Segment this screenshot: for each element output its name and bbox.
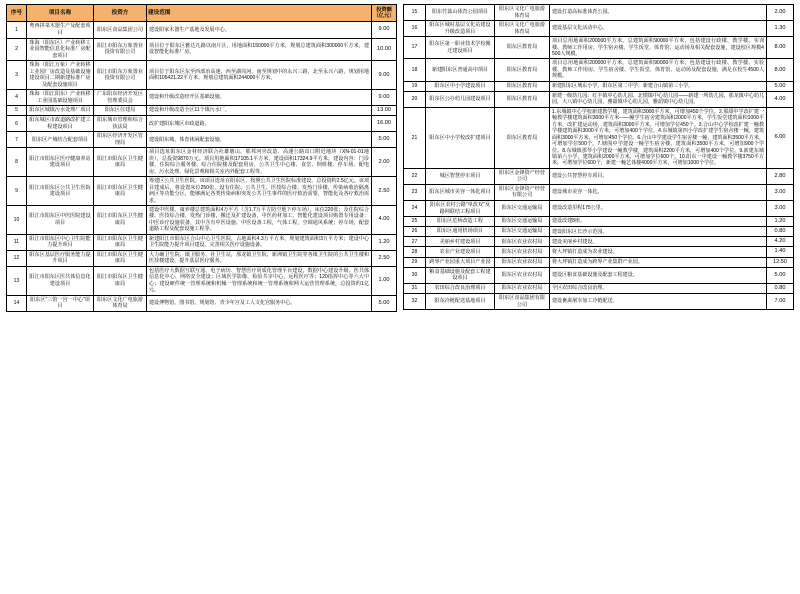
row-scope: 建设基层文化活动中心。 [550, 21, 767, 37]
row-no: 29 [404, 257, 426, 267]
table-row [404, 247, 794, 257]
row-no: 21 [404, 107, 426, 168]
row-scope: 包括医疗大数据互联互通、电子病历、智慧医疗同质化管理平台建设，数据中心建设升级、医共体信息化中心、网络安全建设；区域医学影像、检验共享中心，远程医疗等；120指挥中心等六大中心；建设硬件统一管理系统和机械一管理系统和统一管理系统和网大运营管理系统，总投资约1亿元。 [147, 266, 372, 295]
row-investor: 阳东区交通运输局 [495, 227, 550, 237]
table-row [404, 168, 794, 184]
table-row [404, 237, 794, 247]
row-investor: 阳东区文化广电旅游体育局 [495, 21, 550, 37]
row-investor: 阳东区农业农村局 [495, 247, 550, 257]
row-project-name: 珠海（阳东区）产业转移工业园智能信息化标准厂房配套项目 [27, 38, 94, 61]
row-no: 25 [404, 217, 426, 227]
row-scope: 大力确卫生院、镇卫服务、社卫生站，那龙镇卫生院、新洲镇卫生院等各镇卫生院的公共卫生楼和医技楼建设，提升基层医疗服务。 [147, 250, 372, 266]
row-investor: 阳东区教育局 [495, 91, 550, 107]
row-amount: 0.80 [767, 283, 794, 293]
row-project-name: 阳江市阳东区医疗健康养站建设项目 [27, 148, 94, 177]
row-investor: 阳东区文化广电旅游体育局 [94, 295, 147, 311]
row-amount: 2.80 [767, 168, 794, 184]
row-no: 23 [404, 184, 426, 200]
row-amount: 8.00 [767, 59, 794, 81]
table-row [7, 116, 397, 132]
row-amount: 2.00 [372, 148, 397, 177]
row-project-name: 阳东区产城结合配套项目 [27, 132, 94, 148]
row-amount: 2.00 [767, 5, 794, 21]
row-no: 28 [404, 247, 426, 257]
row-amount: 4.20 [767, 237, 794, 247]
row-scope: 新建一级幼儿园：红丰镇中心幼儿园、北惯镇中心幼儿园——新建一所幼儿园，那龙镇中心幼儿园，大八镇中心幼儿园，雅韶镇中心幼儿园，雅韶镇中心幼儿园。 [550, 91, 767, 107]
row-project-name: 阳江市阳东区中医医院建设项目 [27, 205, 94, 234]
row-no: 7 [7, 132, 27, 148]
row-investor: 阳江市阳东区卫生健康局 [94, 148, 147, 177]
table-body-right [404, 5, 794, 310]
row-project-name: 城区智慧停车项目 [426, 168, 495, 184]
table-row [404, 184, 794, 200]
table-row [404, 257, 794, 267]
table-row [404, 21, 794, 37]
table-row [404, 217, 794, 227]
table-row [7, 38, 397, 61]
row-amount: 5.00 [767, 267, 794, 283]
row-no: 26 [404, 227, 426, 237]
header-amount: 投资额（亿元） [372, 5, 397, 22]
row-no: 18 [404, 59, 426, 81]
row-no: 11 [7, 234, 27, 250]
row-scope: 新建阳江市阳东区合山中心卫生医院，占地面积4.3万平方米，规划建筑面积3万平方米；建设中心卫生院能力提升项目建设，完善相关医疗设施设备。 [147, 234, 372, 250]
project-table-left [6, 4, 397, 312]
row-amount: 1.40 [767, 247, 794, 257]
row-no: 19 [404, 81, 426, 91]
table-row [7, 61, 397, 90]
table-header-left [7, 5, 397, 22]
row-no: 4 [7, 90, 27, 106]
table-row [7, 295, 397, 311]
row-investor: 阳东区食品集团公司 [94, 22, 147, 38]
row-amount: 4.00 [767, 91, 794, 107]
row-scope: 建设和升级改造经开区基础设施。 [147, 90, 372, 106]
row-investor: 阳东区金锋资产经营公司 [495, 168, 550, 184]
row-no: 32 [404, 293, 426, 309]
row-no: 6 [7, 116, 27, 132]
table-row [404, 200, 794, 216]
row-scope: 建设公共智慧停车项目。 [550, 168, 767, 184]
row-amount: 13.00 [372, 106, 397, 116]
row-investor: 阳东区交通运输局 [495, 217, 550, 227]
row-investor: 阳江市阳东区卫生健康局 [94, 250, 147, 266]
row-amount: 1.30 [767, 21, 794, 37]
row-scope: 全区农田综合改良治理。 [550, 283, 767, 293]
row-scope: 1.东城镇中心学校新建教学楼，建筑面积3000平方米，可增加450个学位。2.那甜中学改扩建一幢教学楼建筑面积3000平方米——幢学生宿舍建筑面积2000平方米，学生饭堂建筑面积1000平方米，改扩建运动场，建筑面积3000平方米，可增加学位450个。3.合山中心学校改扩建一幢教学楼建筑面积3000平方米，可增加400个学位。4.东城镇第四小学改扩建学生宿舍楼一幢，建筑面积3000平方米，可增加450个学位。6.合山中学建设学生宿舍楼一幢，建筑面积3500平方米，可增加学位500个。7.塘围中学建设一幢学生宿舍楼，建筑面积3500平方米，可增加900个学位。8.东城镇那琴小学建设一幢教学楼，建筑面积2200平方米，可增加400个学位。9.新建东城镇第六小学，建筑面积2000平方米，可增加学位600个。10.阳东一中建设一幢教学楼3750平方米，可增加学位600个，新建一幢艺体楼4000平方米，可增加1000个学位。 [550, 107, 767, 168]
row-project-name: 珠海（阳江万象）产业转移工业园厂房改造及基础设施建设项目二期新建标准厂房及配套设施项目 [27, 61, 94, 90]
table-row [404, 293, 794, 309]
row-scope: 建设中医楼、康养楼总建筑面积4万平方（含1.7万平方防空地下停车场），床位220张；及住院综合楼、医技综合楼、发热门诊楼，搬迁及扩建设备，中医药材加工，智能化建设项目购置专用设备：中医诊疗设施装备，其中含有中医设施、中医设备工程，气体工程，空调通风系统；停车场，配套道路工程及配套设施工程等。 [147, 205, 372, 234]
row-project-name: 农业产业建设项目 [426, 247, 495, 257]
table-row [7, 234, 397, 250]
row-amount: 0.80 [767, 227, 794, 237]
table-row [7, 90, 397, 106]
row-no: 27 [404, 237, 426, 247]
row-amount: 9.00 [372, 22, 397, 38]
row-scope: 新建阳东区城东小学、阳东区第二中学；新建合山镇第三小学。 [550, 81, 767, 91]
row-investor: 阳东区农业农村局 [495, 267, 550, 283]
row-investor: 阳江市阳东万象置业投资有限公司 [94, 61, 147, 90]
row-project-name: 阳东城区市政道路改扩建工程建设项目 [27, 116, 94, 132]
row-no: 31 [404, 283, 426, 293]
row-no: 2 [7, 38, 27, 61]
row-no: 20 [404, 91, 426, 107]
row-amount: 12.50 [767, 257, 794, 267]
row-amount: 7.00 [767, 293, 794, 309]
row-investor: 阳东区农业农村局 [495, 283, 550, 293]
row-project-name: 阳东区城市美容一体化项目 [426, 184, 495, 200]
row-scope: 建设阳东区长沙示范园。 [550, 227, 767, 237]
row-project-name: 阳东区危桥改造工程 [426, 217, 495, 227]
row-no: 10 [7, 205, 27, 234]
table-row [404, 59, 794, 81]
row-project-name: 阳东区公办幼儿园建设项目 [426, 91, 495, 107]
row-project-name: 粤西拼菜木器生产及配套项目 [27, 22, 94, 38]
row-project-name: 美丽乡村建设项目 [426, 237, 495, 247]
table-row [404, 91, 794, 107]
table-row [404, 37, 794, 59]
row-project-name: 阳东区基层医疗服务能力提升项目 [27, 250, 94, 266]
row-amount: 4.00 [372, 205, 397, 234]
row-no: 22 [404, 168, 426, 184]
table-row [404, 283, 794, 293]
left-column [6, 4, 400, 590]
table-row [7, 148, 397, 177]
row-amount: 3.00 [767, 184, 794, 200]
row-project-name: 阳东区中小学建设项目 [426, 81, 495, 91]
row-project-name: 阳东区通用机场项目 [426, 227, 495, 237]
row-no: 9 [7, 177, 27, 206]
row-investor: 阳江市阳东万象置业投资有限公司 [94, 38, 147, 61]
header-party: 投资方 [94, 5, 147, 22]
header-name: 项目名称 [27, 5, 94, 22]
row-investor: 阳东区食品集团有限公司 [495, 293, 550, 309]
row-investor: 阳东区交通运输局 [495, 200, 550, 216]
table-row [7, 177, 397, 206]
row-amount: 1.20 [372, 234, 397, 250]
row-project-name: 阳东区"三馆一宫一中心"项目 [27, 295, 94, 311]
row-amount: 6.00 [767, 107, 794, 168]
row-scope: 建设区粮食基础设施及配套工程建设。 [550, 267, 767, 283]
row-project-name: 农田综合改良治理项目 [426, 283, 495, 293]
row-no: 24 [404, 200, 426, 216]
row-investor: 阳东区经济开发区管理局 [94, 132, 147, 148]
row-amount: 16.00 [372, 116, 397, 132]
row-amount: 5.00 [372, 295, 397, 311]
row-scope: 建设改建8座。 [550, 217, 767, 227]
row-scope: 改扩建阳东城区市政道路。 [147, 116, 372, 132]
row-project-name: 新建阳东区普通高中项目 [426, 59, 495, 81]
row-amount: 1.00 [372, 266, 397, 295]
row-scope: 项目总用地面积200000平方米，总建筑面积90000平方米，包括建设行政楼、教学楼、实验楼、教师工作用房、学生宿舍楼、学生饭堂、体育馆、运动场及配套设施，满足在校生4500人规模。 [550, 59, 767, 81]
row-scope: 建设美丽乡村建设。 [550, 237, 767, 247]
row-scope: 建设改造里程175公里。 [550, 200, 767, 216]
row-no: 5 [7, 106, 27, 116]
row-amount: 9.00 [372, 90, 397, 106]
header-row [7, 5, 397, 22]
row-amount: 2.50 [372, 177, 397, 206]
row-scope: 项目选址阳东区金材经济联合社雄塘山、那邦河旁改造、高速公路出口附近地块（XN-01-01地块），总投资9870万元。项目用地面积17105.1平方米，建设面积17324.9平方米，建设内容：门诊楼、住院综合服务楼、综合住院楼及配套用房，公共卫生中心楼、食堂、倒班楼、停车场、配电房、污水处理、绿化景观和相关室内外配套工程等。 [147, 148, 372, 177]
row-scope: 项目总用地面积200000平方米，总建筑面积90000平方米，包括建设行政楼、教学楼、实训楼、教师工作用房、学生宿舍楼、学生饭堂、体育馆、运动场及相关配套设施，建设校区规模4500人规模。 [550, 37, 767, 59]
row-amount: 9.00 [372, 61, 397, 90]
row-scope: 建设博物馆、图书馆、规划馆、青少年宫及工人文化宫服务中心。 [147, 295, 372, 311]
table-row [7, 106, 397, 116]
row-project-name: 阳江市阳东区医共体信息化建设项目 [27, 266, 94, 295]
row-amount: 1.20 [767, 217, 794, 227]
row-no: 30 [404, 267, 426, 283]
table-row [7, 266, 397, 295]
row-scope: 建设阳家木器生产基地及发展中心。 [147, 22, 372, 38]
row-no: 1 [7, 22, 27, 38]
row-no: 15 [404, 5, 426, 21]
right-column [400, 4, 794, 590]
header-no: 序号 [7, 5, 27, 22]
row-amount: 2.50 [372, 250, 397, 266]
row-project-name: 阳东冷链配送基地项目 [426, 293, 495, 309]
row-scope: 建设阳东城、体育休闲配套设施。 [147, 132, 372, 148]
table-body-left [7, 22, 397, 311]
table-row [404, 107, 794, 168]
row-investor: 阳东区金锋资产经营有限公司 [495, 184, 550, 200]
row-no: 12 [7, 250, 27, 266]
row-investor: 阳东区教育局 [495, 81, 550, 91]
row-investor: 阳东区教育局 [495, 107, 550, 168]
row-no: 8 [7, 148, 27, 177]
row-project-name: 阳江市阳东区中心卫生院能力提升项目 [27, 234, 94, 250]
table-row [7, 205, 397, 234]
row-project-name: 粮食基础设施及配套工程建设项目 [426, 267, 495, 283]
row-investor: 阳东区教育局 [495, 37, 550, 59]
row-scope: 建设畜禽屠宰加工冷链配送。 [550, 293, 767, 309]
row-investor: 阳东区农业农村局 [495, 257, 550, 267]
row-no: 17 [404, 37, 426, 59]
row-project-name: 阳江市阳东区公共卫生医院建设项目 [27, 177, 94, 206]
table-row [404, 267, 794, 283]
table-row [7, 132, 397, 148]
row-project-name: 阳东竹篙山体育公园项目 [426, 5, 495, 21]
row-amount: 8.00 [767, 37, 794, 59]
row-investor: 阳江市阳东区卫生健康局 [94, 177, 147, 206]
row-scope: 项目位于阳东区雅达凡路以南片区，用地面积150000平方米，规划总建筑面积300000平方米，建设智能化标准厂房。 [147, 38, 372, 61]
table-row [404, 227, 794, 237]
table-row [404, 81, 794, 91]
header-scope: 建设范围 [147, 5, 372, 22]
row-scope: 将大坪镇打造成为跨界产业集群产业园。 [550, 257, 767, 267]
row-scope: 建设城市美容一体化。 [550, 184, 767, 200]
row-no: 14 [7, 295, 27, 311]
table-row [7, 22, 397, 38]
row-investor: 阳东城市管理和综合执法局 [94, 116, 147, 132]
row-scope: 将大坪镇打造成为农业建设。 [550, 247, 767, 257]
row-amount: 3.00 [767, 200, 794, 216]
row-scope: 建设打造高标准体育公园。 [550, 5, 767, 21]
row-investor: 阳东区教育局 [495, 59, 550, 81]
row-scope: 筹建区公共卫生医院。该项目选址在阳东区，按照公共卫生医院标准建设，总投资约2.5亿元。该项目建成后，将设置床位250张，设有住院、公共卫生、医技综合楼、发热门诊楼，传染病收治隔离病区等功能分区，能够满足各类传染病和突发公共卫生事件的医疗救治需要，智能化及各疗救治需求。 [147, 177, 372, 206]
table-row [7, 250, 397, 266]
row-investor: 阳江市阳东区卫生健康局 [94, 234, 147, 250]
row-investor: 阳江市阳东区卫生健康局 [94, 205, 147, 234]
row-investor: 广东阳东经济开发区管理委员会 [94, 90, 147, 106]
table-row [404, 5, 794, 21]
row-no: 13 [7, 266, 27, 295]
row-project-name: 阳东区城村基层文化站建设升级改造项目 [426, 21, 495, 37]
row-investor: 阳东区住建局 [94, 106, 147, 116]
row-investor: 阳东区农业农村局 [495, 237, 550, 247]
row-project-name: 阳东区第一职业技术学校搬迁建设项目 [426, 37, 495, 59]
row-project-name: 珠海（阳江阳东）产业转移工业园基础设施项目 [27, 90, 94, 106]
row-project-name: 阳东区中小学校改扩建项目 [426, 107, 495, 168]
row-project-name: 阳东区城镇污水处理厂项目 [27, 106, 94, 116]
row-project-name: 阳东区农村公路"单改双"及路网联结工程项目 [426, 200, 495, 216]
row-amount: 5.00 [372, 132, 397, 148]
row-no: 16 [404, 21, 426, 37]
row-no: 3 [7, 61, 27, 90]
row-scope: 建设和升级改造全区11个镇污水厂。 [147, 106, 372, 116]
row-investor: 阳江市阳东区卫生健康局 [94, 266, 147, 295]
row-project-name: 跨界产业园重大项目产业园 [426, 257, 495, 267]
row-amount: 5.00 [767, 81, 794, 91]
row-amount: 10.00 [372, 38, 397, 61]
row-scope: 项目位于阳东区东至西部冶高速、西至湖岗河、南至规划中的永兴三路、北至永兴六路，规划用地面积105421.22平方米，规划总建筑面积244000平方米。 [147, 61, 372, 90]
project-table-right [403, 4, 794, 310]
row-investor: 阳东区文化广电旅游体育局 [495, 5, 550, 21]
